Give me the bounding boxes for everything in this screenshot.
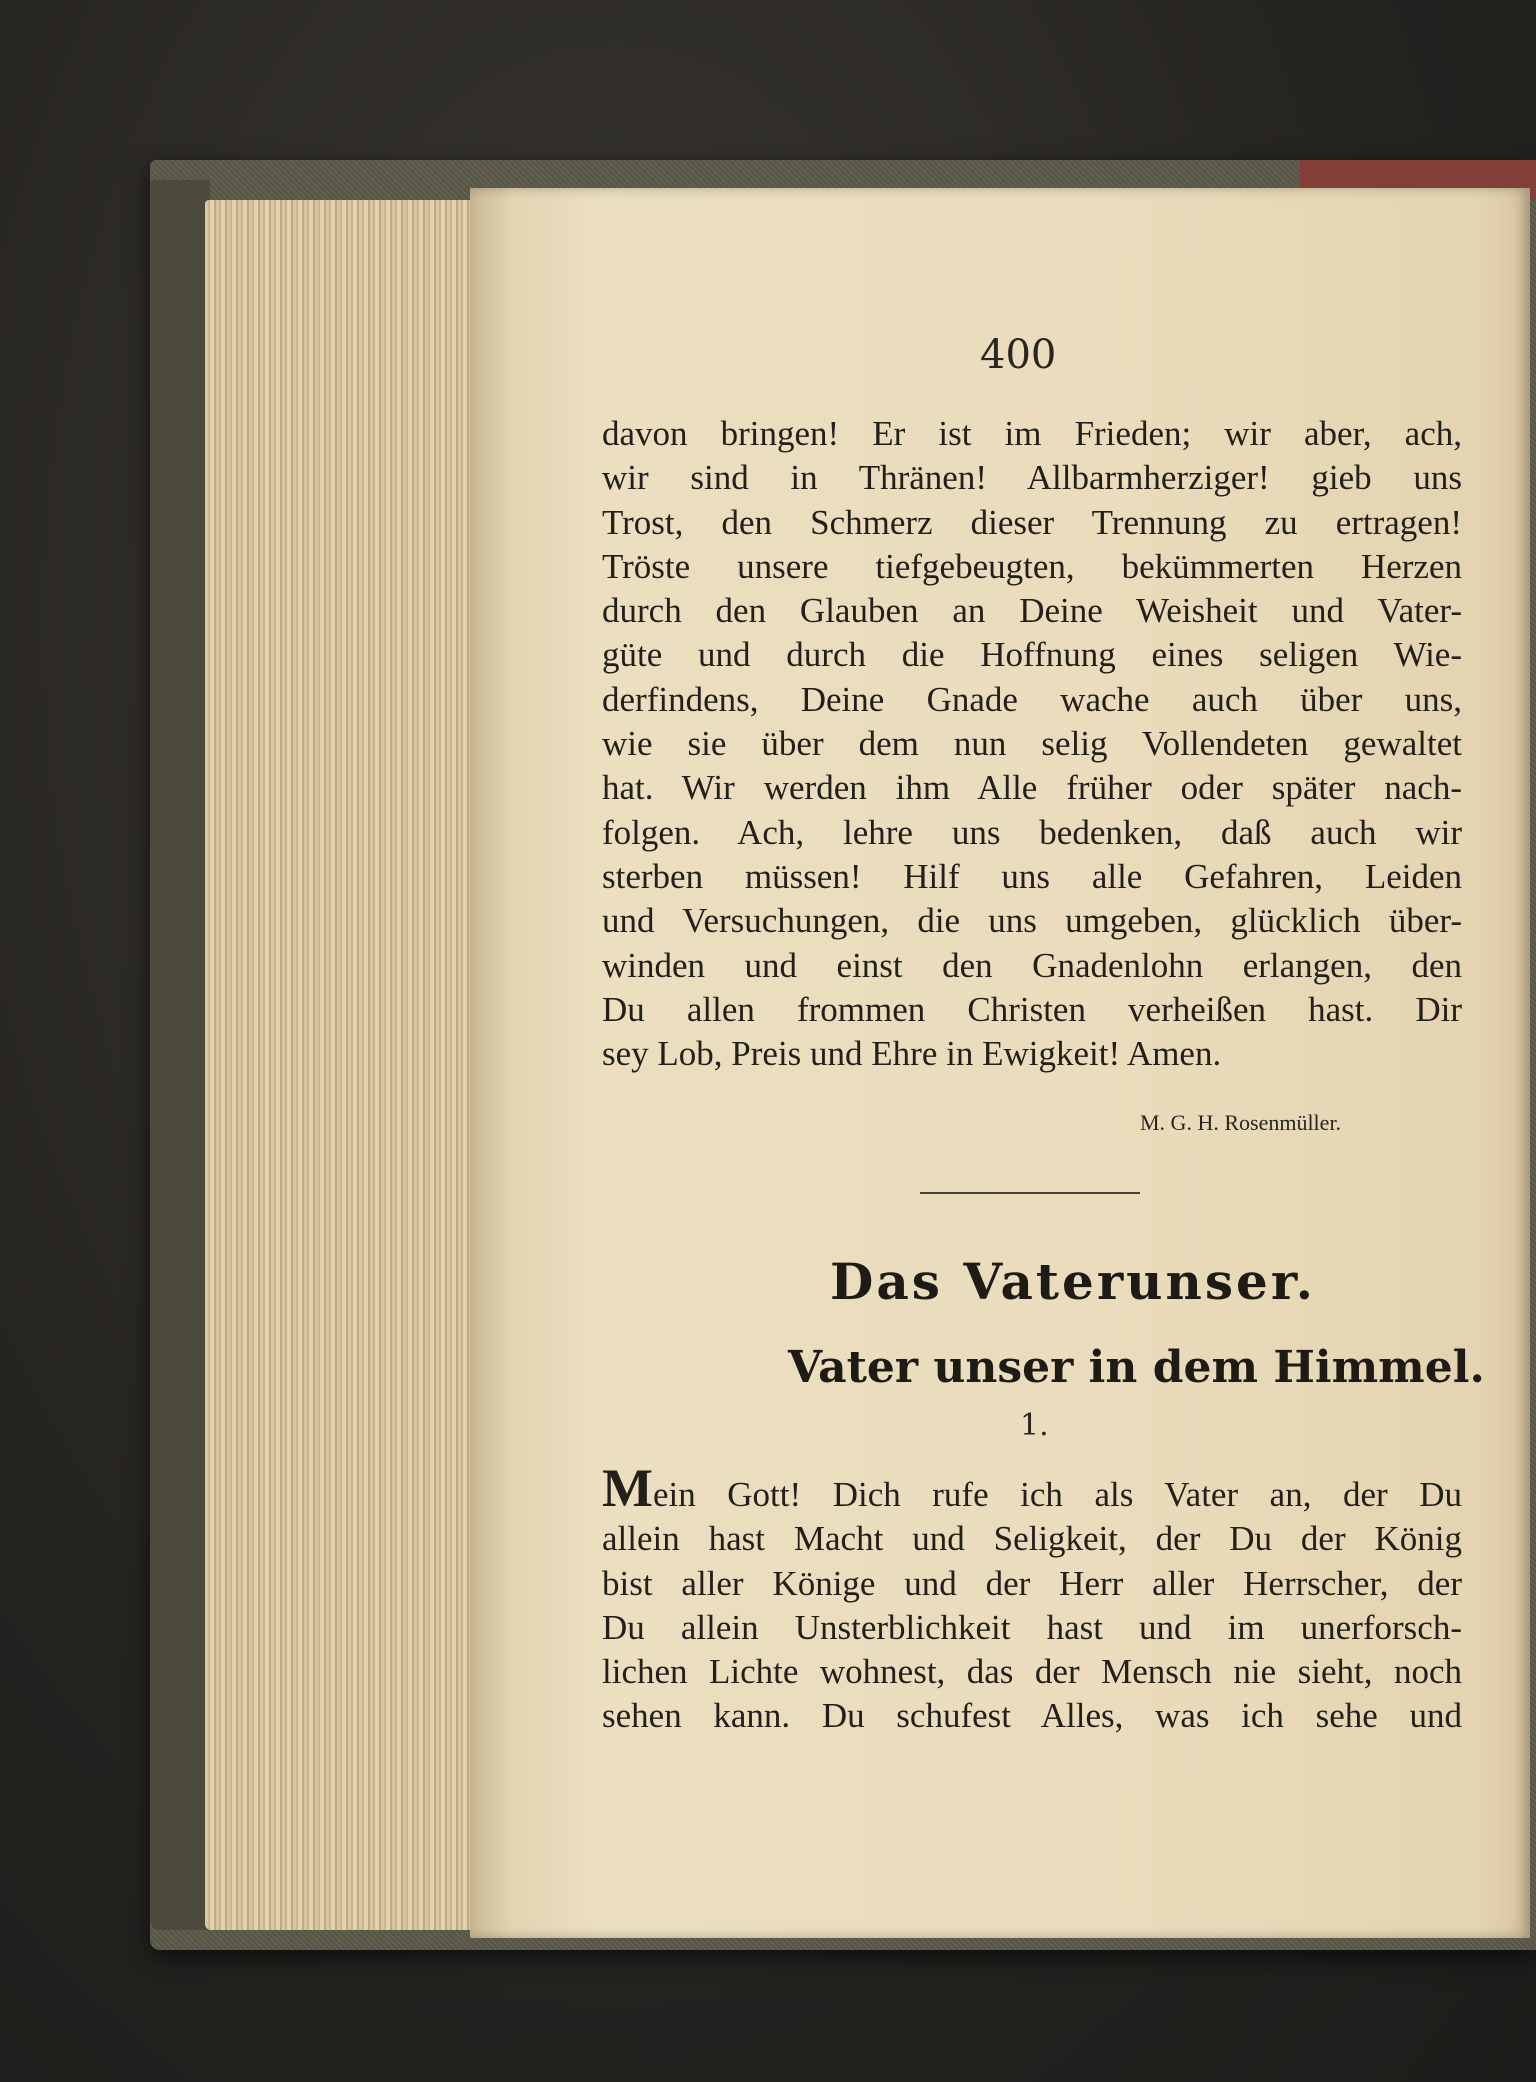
text-line: wir sind in Thränen! Allbarmherziger! gieb uns <box>602 458 1462 498</box>
text-line: durch den Glauben an Deine Weisheit und Vater- <box>602 591 1462 631</box>
section-subtitle: Vater unser in dem Himmel. <box>788 1342 1485 1393</box>
text-line: davon bringen! Er ist im Frieden; wir aber, ach, <box>602 414 1462 453</box>
text-line: bist aller Könige und der Herr aller Herrscher, der <box>602 1563 1462 1603</box>
text-line: güte und durch die Hoffnung eines seligen Wie- <box>602 635 1462 675</box>
author-attribution: M. G. H. Rosenmüller. <box>1140 1110 1342 1135</box>
text-line: allein hast Macht und Seligkeit, der Du der König <box>602 1519 1462 1559</box>
text-line: hat. Wir werden ihm Alle früher oder später nach- <box>602 768 1462 808</box>
text-line: folgen. Ach, lehre uns bedenken, daß auch wir <box>602 812 1462 852</box>
text-line-rest: ein Gott! Dich rufe ich als Vater an, der Du <box>652 1475 1462 1514</box>
section-divider <box>920 1192 1140 1200</box>
paragraph-verse-1 <box>602 1458 1462 1739</box>
text-line: Tröste unsere tiefgebeugten, bekümmerten Herzen <box>602 546 1462 586</box>
page-number: 400 <box>980 332 1057 378</box>
text-line: Du allein Unsterblichkeit hast und im unerforsch- <box>602 1607 1462 1647</box>
text-line: sterben müssen! Hilf uns alle Gefahren, Leiden <box>602 856 1462 896</box>
drop-cap: M <box>602 1458 653 1518</box>
text-line: Trost, den Schmerz dieser Trennung zu ertragen! <box>602 502 1462 542</box>
text-line: sehen kann. Du schufest Alles, was ich sehe und <box>602 1696 1462 1736</box>
section-title: Das Vaterunser. <box>830 1252 1316 1311</box>
paragraph-prayer-end <box>602 412 1462 1076</box>
verse-number: 1. <box>1020 1408 1049 1443</box>
page-edges <box>205 200 485 1930</box>
text-line: Du allen frommen Christen verheißen hast. Dir <box>602 989 1462 1029</box>
text-line: winden und einst den Gnadenlohn erlangen, den <box>602 945 1462 985</box>
text-line: wie sie über dem nun selig Vollendeten gewaltet <box>602 724 1462 764</box>
text-line <box>602 1458 1462 1518</box>
book-spine <box>150 180 210 1930</box>
text-line: lichen Lichte wohnest, das der Mensch nie sieht, noch <box>602 1652 1462 1692</box>
text-line: und Versuchungen, die uns umgeben, glücklich über- <box>602 901 1462 941</box>
text-line: sey Lob, Preis und Ehre in Ewigkeit! Amen. <box>602 1034 1222 1074</box>
text-line: derfindens, Deine Gnade wache auch über uns, <box>602 679 1462 719</box>
